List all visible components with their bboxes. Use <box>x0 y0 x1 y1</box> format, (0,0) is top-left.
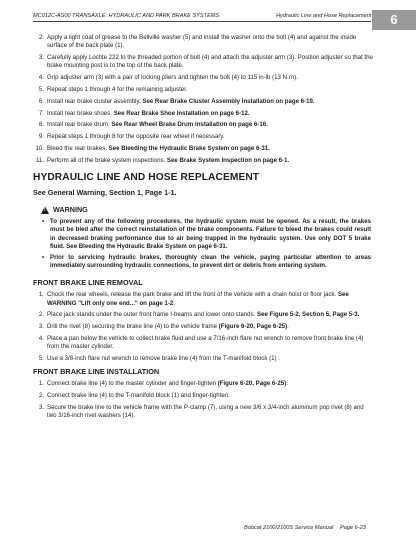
step-text: . <box>287 323 289 331</box>
step-text: . <box>173 299 176 307</box>
step-text: Place jack stands under the outer front frame I-beams and lower onto stands. <box>47 311 258 319</box>
step-number: 2. <box>38 34 44 41</box>
step-number: 10. <box>35 144 44 152</box>
step-item <box>33 54 373 71</box>
footer-manual: Bobcat 2100/2100S Service Manual <box>244 525 334 531</box>
step-text: Grip adjuster arm (3) with a pair of locking pliers and tighten the bolt (4) to 115 in-lb (13 N·m). <box>47 74 298 82</box>
warning-heading <box>41 205 373 214</box>
step-item <box>33 98 373 106</box>
front-removal-steps <box>33 291 373 363</box>
section-title: HYDRAULIC LINE AND HOSE REPLACEMENT <box>33 172 260 184</box>
step-text: Drill the rivet (8) securing the brake line (4) to the vehicle frame <box>47 323 219 331</box>
footer-page-number: Page 6-23 <box>340 525 366 531</box>
front-install-title: FRONT BRAKE LINE INSTALLATION <box>33 366 160 376</box>
procedure-steps-top <box>33 34 373 165</box>
step-item <box>33 133 373 141</box>
step-text: Use a 3/8-inch flare nut wrench to remove brake line (4) from the T-manifold block (1) . <box>47 355 280 363</box>
step-item <box>33 121 373 129</box>
header-left-title: MC012C-AS00 TRANSAXLE: HYDRAULIC AND PARK BRAKE SYSTEMS <box>33 13 220 19</box>
cross-reference: See WARNING "Lift only one end..." on page 1-2 <box>47 291 349 307</box>
header-rule <box>33 21 371 22</box>
cross-reference: See Rear Brake Cluster Assembly Installation on page 6-19. <box>142 97 315 105</box>
step-text: Install rear brake drum. <box>47 121 112 129</box>
step-item <box>33 86 373 94</box>
step-number: 3. <box>38 54 44 62</box>
step-text: Bleed the rear brakes. <box>47 144 109 152</box>
step-number: 2. <box>38 311 44 319</box>
front-install-steps <box>33 380 373 420</box>
step-item <box>33 380 373 388</box>
step-item <box>33 157 373 165</box>
cross-reference: See Rear Wheel Brake Drum Installation on page 6-16. <box>111 121 268 129</box>
cross-reference: (Figure 6-20, Page 6-25) <box>218 323 288 331</box>
general-warning-ref: See General Warning, Section 1, Page 1-1. <box>33 188 177 198</box>
bullet-icon: • <box>42 253 45 261</box>
step-text: Perform all of the brake system inspections. <box>47 156 167 164</box>
front-removal-title: FRONT BRAKE LINE REMOVAL <box>33 278 143 288</box>
step-text: Secure the brake line to the vehicle frame with the P-clamp (7), using a new 3/6 x 3/4-inch aluminum pop rivet (8) and two 3/16-inch rivet washers (14). <box>47 403 364 419</box>
step-item <box>33 74 373 82</box>
page-content <box>33 34 373 424</box>
step-number: 3. <box>38 323 44 331</box>
step-item <box>33 404 373 421</box>
step-item <box>33 335 373 352</box>
step-text: Install rear brake cluster assembly. <box>47 97 143 105</box>
step-number: 4. <box>38 74 44 82</box>
cross-reference: See Rear Brake Shoe Installation on page 6-12. <box>113 109 250 117</box>
step-item <box>33 291 373 308</box>
step-item <box>33 145 373 153</box>
page-header <box>0 0 416 30</box>
step-number: 3. <box>38 403 44 411</box>
step-item <box>33 311 373 319</box>
cross-reference: See Figure 5-2, Section 5, Page 5-3. <box>257 311 360 319</box>
warning-list <box>33 218 373 270</box>
cross-reference: (Figure 6-20, Page 6-25) <box>217 379 287 387</box>
warning-item: • Prior to servicing hydraulic brakes, thoroughly clean the vehicle, paying particular attention to areas immediately surrounding hydraulic connections, to prevent dirt or debris from entering system. <box>42 253 371 270</box>
bullet-icon: • <box>42 218 45 226</box>
step-text: Chock the rear wheels, release the park brake and lift the front of the vehicle with a chain hoist or floor jack. <box>47 291 338 299</box>
step-number: 1. <box>38 291 44 299</box>
step-number: 2. <box>38 391 44 399</box>
step-number: 7. <box>38 109 44 117</box>
step-item <box>33 110 373 118</box>
header-right-title: Hydraulic Line and Hose Replacement <box>276 13 372 19</box>
chapter-tab: 6 <box>372 10 416 30</box>
step-number: 4. <box>38 335 44 343</box>
step-number: 5. <box>38 355 44 363</box>
step-number: 9. <box>38 133 44 141</box>
step-text: Place a pan below the vehicle to collect brake fluid and use a 7/16-inch flare nut wrench to remove front brake line (4) from the master cylinder. <box>47 335 364 351</box>
step-text: . <box>286 379 288 387</box>
step-text: Connect brake line (4) to the master cylinder and finger-tighten <box>47 379 218 387</box>
step-number: 6. <box>38 97 44 105</box>
step-number: 5. <box>38 85 44 93</box>
step-text: Install rear brake shoes. <box>47 109 114 117</box>
step-item <box>33 34 373 51</box>
warning-triangle-icon: ! <box>41 206 49 214</box>
warning-label: WARNING <box>53 205 88 215</box>
step-item <box>33 392 373 400</box>
warning-item: • To prevent any of the following procedures, the hydraulic system must be opened. As a result, the brakes must be bled after the correct reinstallation of the brake components. Failure to bleed the brakes could result in decreased braking performance due to air being trapped in the hydraulic system. Use only DOT 5 brake fluid. See Bleeding the Hydraulic Brake System on page 6-31. <box>42 218 371 250</box>
cross-reference: See Bleeding the Hydraulic Brake System on page 6-31. <box>108 144 270 152</box>
step-text: Repeat steps 1 through 8 for the opposite rear wheel if necessary. <box>47 133 225 141</box>
step-item <box>33 323 373 331</box>
step-number: 1. <box>38 379 44 387</box>
step-number: 11. <box>35 156 44 164</box>
step-text: Connect brake line (4) to the T-manifold block (1) and finger-tighten. <box>47 391 230 399</box>
step-text: Repeat steps 1 through 4 for the remaining adjuster. <box>47 85 188 93</box>
step-number: 8. <box>38 121 44 129</box>
step-text: Carefully apply Loctite 222 to the threaded portion of bolt (4) and attach the adjuster arm (3). Position adjuster so that the brake mounting post is to the top of the back plate. <box>47 54 373 70</box>
cross-reference: See Brake System Inspection on page 6-1. <box>166 156 290 164</box>
step-text: Apply a light coat of grease to the Bellville washer (5) and install the washer onto the bolt (4) and against the inside surface of the back plate (1). <box>47 34 357 50</box>
step-item <box>33 355 373 363</box>
